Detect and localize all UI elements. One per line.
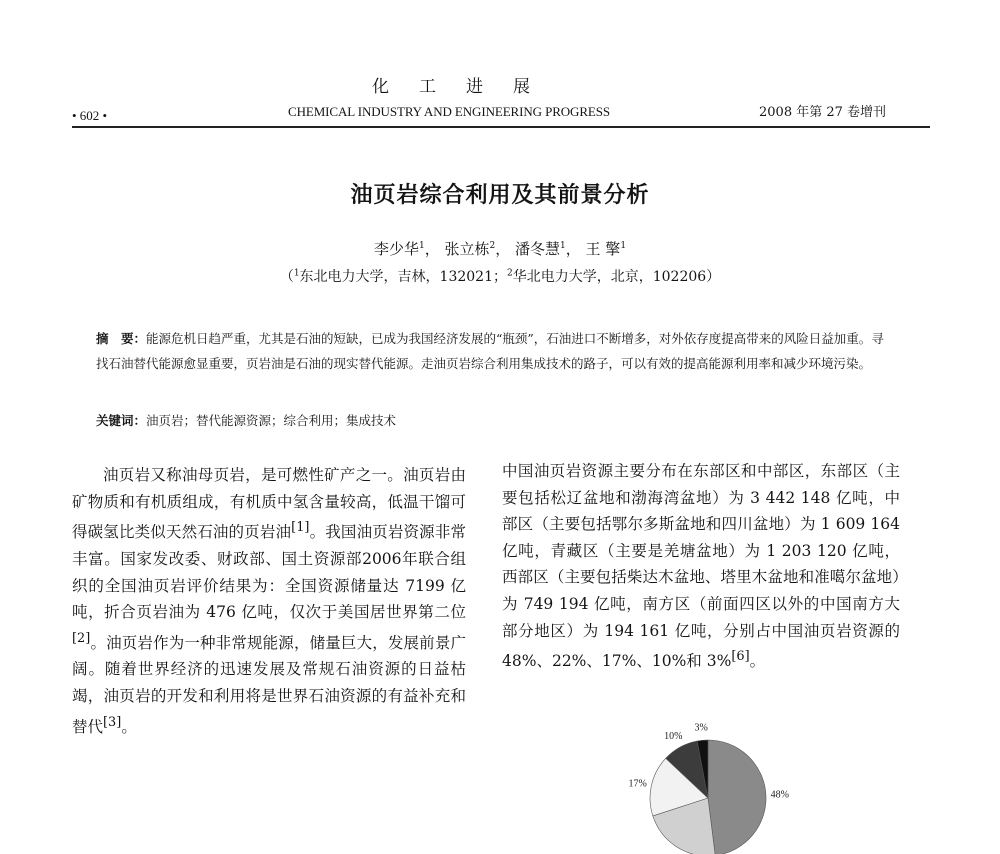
pie-slice-label: 10% bbox=[664, 730, 683, 742]
body-text: 。油页岩作为一种非常规能源，储量巨大，发展前景广阔。随着世界经济的迅速发展及常规石油资源的日益枯竭，油页岩的开发和利用将是世界石油资源的有益补充和替代 bbox=[72, 633, 466, 736]
abstract-text: 能源危机日趋严重，尤其是石油的短缺，已成为我国经济发展的“瓶颈”，石油进口不断增多，对外依存度提高带来的风险日益加重。寻找石油替代能源愈显重要，页岩油是石油的现实替代能源。走油页岩综合利用集成技术的路子，可以有效的提高能源利用率和减少环境污染。 bbox=[96, 331, 884, 371]
author-name: 李少华 bbox=[373, 240, 419, 258]
body-text: 。 bbox=[749, 652, 766, 671]
affil-sup: 2 bbox=[507, 268, 513, 279]
issue-info: 2008 年第 27 卷增刊 bbox=[759, 105, 887, 120]
pie-slice bbox=[708, 740, 766, 854]
body-text: 中国油页岩资源主要分布在东部区和中部区，东部区（主要包括松辽盆地和渤海湾盆地）为 3 442 148 亿吨，中部区（主要包括鄂尔多斯盆地和四川盆地）为 1 609 164 亿吨，青藏区（主要是羌塘盆地）为 1 203 120 亿吨，西部区（主要包括柴达木盆地、塔里木盆地和准噶尔盆地）为 749 194 亿吨，南方区（前面四区以外的中国南方大部分地区）为 194 161 亿吨，分别占中国油页岩资源的 48%、22%、17%、10%和 3% bbox=[502, 462, 900, 671]
journal-title-en: CHEMICAL INDUSTRY AND ENGINEERING PROGRESS bbox=[288, 104, 611, 119]
author-sup: 1 bbox=[418, 241, 425, 251]
body-text: 。我国油页岩资源非常丰富。国家发改委、财政部、国土资源部2006年联合组织的全国油页岩评价结果为：全国资源储量达 7199 亿吨，折合页岩油为 476 亿吨，仅次于美国居世界第二位 bbox=[72, 523, 466, 622]
author-name: 潘冬慧 bbox=[515, 240, 561, 258]
keywords-label: 关键词： bbox=[96, 413, 147, 428]
keywords-text: 油页岩；替代能源资源；综合利用；集成技术 bbox=[146, 413, 397, 428]
author-sup: 2 bbox=[489, 241, 496, 251]
citation: [6] bbox=[731, 649, 750, 665]
pie-slice-label: 17% bbox=[628, 778, 647, 790]
citation: [1] bbox=[291, 520, 310, 536]
citation: [3] bbox=[103, 714, 122, 730]
author-name: 张立栋 bbox=[444, 240, 490, 258]
body-text: 油页岩又称油母页岩，是可燃性矿产之一。油页岩由矿物质和有机质组成，有机质中氢含量较高，低温干馏可得碳氢比类似天然石油的页岩油 bbox=[72, 466, 466, 542]
affil-sup: 1 bbox=[293, 268, 300, 279]
abstract bbox=[96, 326, 896, 376]
pie-chart bbox=[590, 720, 830, 850]
body-column-left bbox=[72, 462, 466, 740]
abstract-label: 摘 要： bbox=[96, 331, 147, 346]
affiliations: （$^1$东北电力大学，吉林，132021；$^2$华北电力大学，北京，102206） bbox=[279, 268, 721, 285]
body-paragraph bbox=[502, 458, 900, 675]
article-title: 油页岩综合利用及其前景分析 bbox=[350, 183, 650, 208]
journal-title-cn: 化工进展 bbox=[372, 77, 560, 97]
affiliation: 东北电力大学，吉林，132021 bbox=[299, 269, 493, 285]
body-text: 。 bbox=[121, 717, 137, 736]
pie-chart-region bbox=[590, 720, 830, 801]
body-column-right bbox=[502, 458, 900, 675]
author-list: 李少华$^1$， 张立栋$^2$， 潘冬慧$^1$， 王 擎$^1$ bbox=[373, 240, 627, 258]
pie-slice-label: 48% bbox=[770, 789, 790, 801]
author-name: 王 擎 bbox=[585, 240, 621, 258]
affiliation: 华北电力大学，北京，102206 bbox=[512, 269, 707, 285]
page-number: • 602 • bbox=[72, 108, 108, 123]
keywords bbox=[96, 411, 896, 429]
citation: [2] bbox=[72, 630, 91, 646]
author-sup: 1 bbox=[560, 241, 566, 251]
body-paragraph bbox=[72, 462, 466, 740]
author-sup: 1 bbox=[620, 241, 627, 251]
pie-slice-label: 3% bbox=[694, 722, 708, 734]
header-rule bbox=[72, 126, 930, 128]
